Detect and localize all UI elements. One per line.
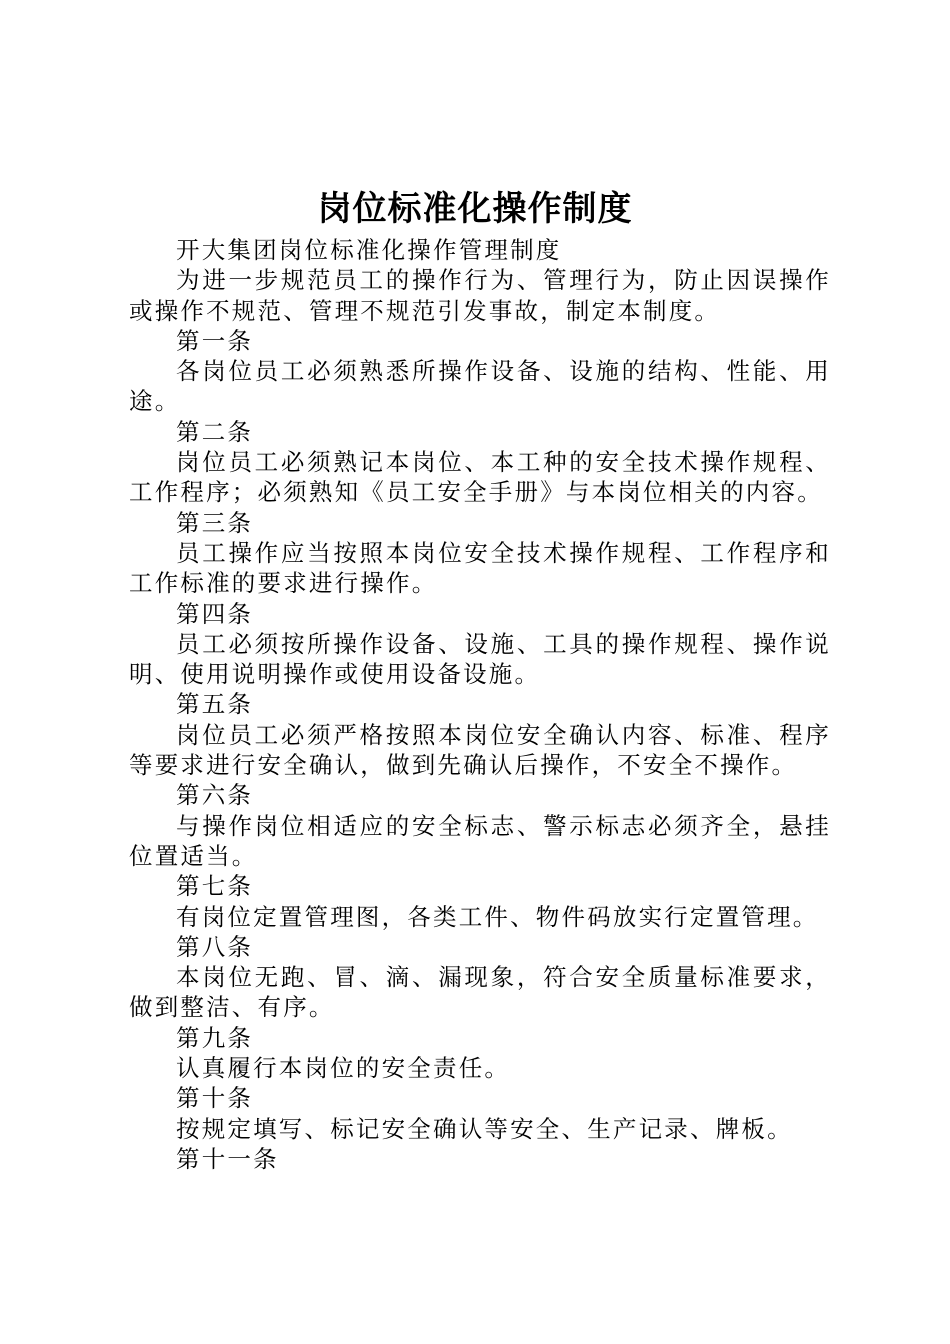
article-text: 认真履行本岗位的安全责任。: [176, 1054, 511, 1083]
paragraph-intro: 为进一步规范员工的操作行为、管理行为，防止因误操作或操作不规范、管理不规范引发事故，制定本制度。: [129, 266, 831, 325]
article-label: 第九条: [176, 1023, 254, 1052]
article-text: 各岗位员工必须熟悉所操作设备、设施的结构、性能、用途。: [129, 357, 831, 416]
article-text: 岗位员工必须严格按照本岗位安全确认内容、标准、程序等要求进行安全确认，做到先确认后操作，不安全不操作。: [129, 720, 831, 780]
document-body: [129, 235, 831, 1174]
article-text: 有岗位定置管理图，各类工件、物件码放实行定置管理。: [176, 902, 819, 931]
article-text: 本岗位无跑、冒、滴、漏现象，符合安全质量标准要求，做到整洁、有序。: [129, 963, 831, 1022]
paragraph-heading: 开大集团岗位标准化操作管理制度: [176, 236, 562, 264]
article-label: 第一条: [176, 326, 254, 355]
article-label: 第八条: [176, 932, 254, 961]
article-label: 第十一条: [176, 1144, 279, 1173]
article-label: 第二条: [176, 417, 254, 446]
article-text: 按规定填写、标记安全确认等安全、生产记录、牌板。: [176, 1114, 793, 1143]
article-label: 第六条: [176, 781, 254, 810]
article-label: 第五条: [176, 690, 254, 719]
article-label: 第三条: [176, 508, 254, 537]
article-label: 第七条: [176, 872, 254, 901]
article-text: 员工操作应当按照本岗位安全技术操作规程、工作程序和工作标准的要求进行操作。: [129, 538, 831, 598]
article-label: 第四条: [176, 599, 254, 628]
article-text: 员工必须按所操作设备、设施、工具的操作规程、操作说明、使用说明操作或使用设备设施。: [129, 629, 831, 689]
article-text: 岗位员工必须熟记本岗位、本工种的安全技术操作规程、工作程序；必须熟知《员工安全手册》与本岗位相关的内容。: [129, 448, 831, 507]
document-title: 岗位标准化操作制度: [317, 189, 633, 229]
article-text: 与操作岗位相适应的安全标志、警示标志必须齐全，悬挂位置适当。: [129, 811, 831, 870]
article-label: 第十条: [176, 1084, 254, 1113]
